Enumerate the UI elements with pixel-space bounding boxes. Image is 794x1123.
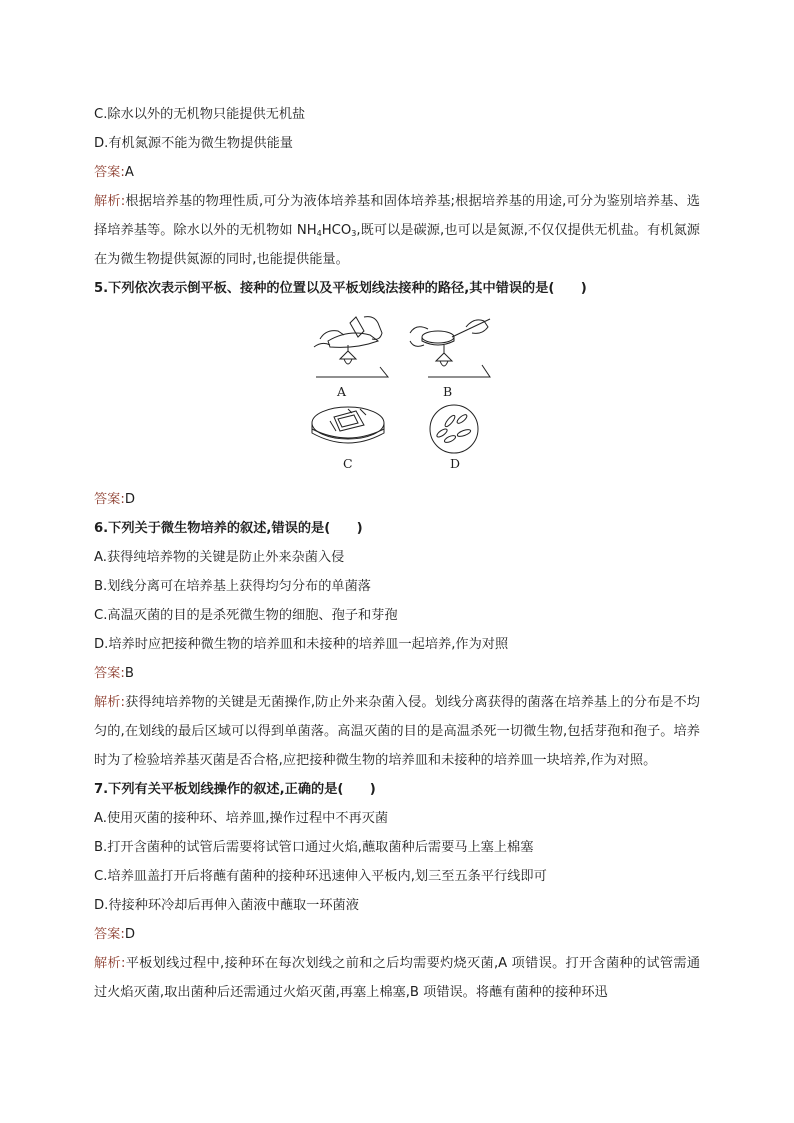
question-6-option-c: C.高温灭菌的目的是杀死微生物的细胞、孢子和芽孢 bbox=[94, 608, 398, 623]
figure-plate-operations bbox=[94, 305, 700, 485]
figure-label-c: C bbox=[343, 456, 353, 471]
figure-label-b: B bbox=[443, 384, 453, 399]
answer-5 bbox=[94, 485, 700, 514]
answer-value: D bbox=[124, 927, 135, 942]
answer-6 bbox=[94, 659, 700, 688]
analysis-4 bbox=[94, 187, 700, 274]
figure-b-inoculation bbox=[406, 311, 496, 381]
analysis-label: 解析: bbox=[94, 695, 125, 710]
analysis-text: 获得纯培养物的关键是无菌操作,防止外来杂菌入侵。划线分离获得的菌落在培养基上的分布是不均匀的,在划线的最后区域可以得到单菌落。高温灭菌的目的是高温杀死一切微生物,包括芽孢和孢子。培养时为了检验培养基灭菌是否合格,应把接种微生物的培养皿和未接种的培养皿一块培养,作为对照。 bbox=[94, 695, 700, 768]
question-7: 7.下列有关平板划线操作的叙述,正确的是( ) bbox=[94, 782, 376, 797]
question-5: 5.下列依次表示倒平板、接种的位置以及平板划线法接种的路径,其中错误的是( ) bbox=[94, 281, 587, 296]
figure-a-pouring-plate bbox=[308, 311, 398, 381]
answer-4 bbox=[94, 158, 700, 187]
question-6: 6.下列关于微生物培养的叙述,错误的是( ) bbox=[94, 521, 363, 536]
figure-label-a: A bbox=[337, 384, 347, 399]
figure-c-streak-plate bbox=[308, 401, 388, 457]
analysis-text-mid: HCO bbox=[321, 223, 352, 238]
option-c-prev: C.除水以外的无机物只能提供无机盐 bbox=[94, 107, 306, 122]
question-7-option-a: A.使用灭菌的接种环、培养皿,操作过程中不再灭菌 bbox=[94, 811, 389, 826]
formula-subscript-3: 3 bbox=[351, 229, 357, 238]
analysis-6 bbox=[94, 688, 700, 775]
question-7-option-d: D.待接种环冷却后再伸入菌液中蘸取一环菌液 bbox=[94, 898, 359, 913]
answer-label: 答案: bbox=[94, 927, 125, 942]
answer-7 bbox=[94, 920, 700, 949]
answer-label: 答案: bbox=[94, 666, 125, 681]
analysis-label: 解析: bbox=[94, 956, 126, 971]
answer-value: B bbox=[124, 666, 134, 681]
formula-subscript-4: 4 bbox=[316, 229, 322, 238]
analysis-text: 平板划线过程中,接种环在每次划线之前和之后均需要灼烧灭菌,A 项错误。打开含菌种的试管需通过火焰灭菌,取出菌种后还需通过火焰灭菌,再塞上棉塞,B 项错误。将蘸有菌种的接种环迅 bbox=[94, 956, 701, 1000]
figure-d-colonies bbox=[428, 403, 480, 455]
analysis-label: 解析: bbox=[94, 194, 126, 209]
answer-value: D bbox=[124, 492, 135, 507]
answer-label: 答案: bbox=[94, 165, 125, 180]
question-7-option-c: C.培养皿盖打开后将蘸有菌种的接种环迅速伸入平板内,划三至五条平行线即可 bbox=[94, 869, 547, 884]
analysis-text-a: 根据培养基的物理性质,可分为液体培养基和固体培养基;根据培养基的用途,可分为鉴别培养基、选择培养基等。除水以外的无机物如 NH bbox=[94, 194, 700, 238]
document-page bbox=[94, 100, 700, 1007]
question-7-option-b: B.打开含菌种的试管后需要将试管口通过火焰,蘸取菌种后需要马上塞上棉塞 bbox=[94, 840, 534, 855]
answer-label: 答案: bbox=[94, 492, 125, 507]
question-6-option-b: B.划线分离可在培养基上获得均匀分布的单菌落 bbox=[94, 579, 371, 594]
analysis-text-b: ,既可以是碳源,也可以是氮源,不仅仅提供无机盐。有机氮源在为微生物提供氮源的同时,也能提供能量。 bbox=[94, 223, 700, 267]
question-6-option-a: A.获得纯培养物的关键是防止外来杂菌入侵 bbox=[94, 550, 345, 565]
analysis-7 bbox=[94, 949, 700, 1007]
question-6-option-d: D.培养时应把接种微生物的培养皿和未接种的培养皿一起培养,作为对照 bbox=[94, 637, 509, 652]
option-d-prev: D.有机氮源不能为微生物提供能量 bbox=[94, 136, 293, 151]
figure-label-d: D bbox=[450, 456, 461, 471]
answer-value: A bbox=[124, 165, 134, 180]
